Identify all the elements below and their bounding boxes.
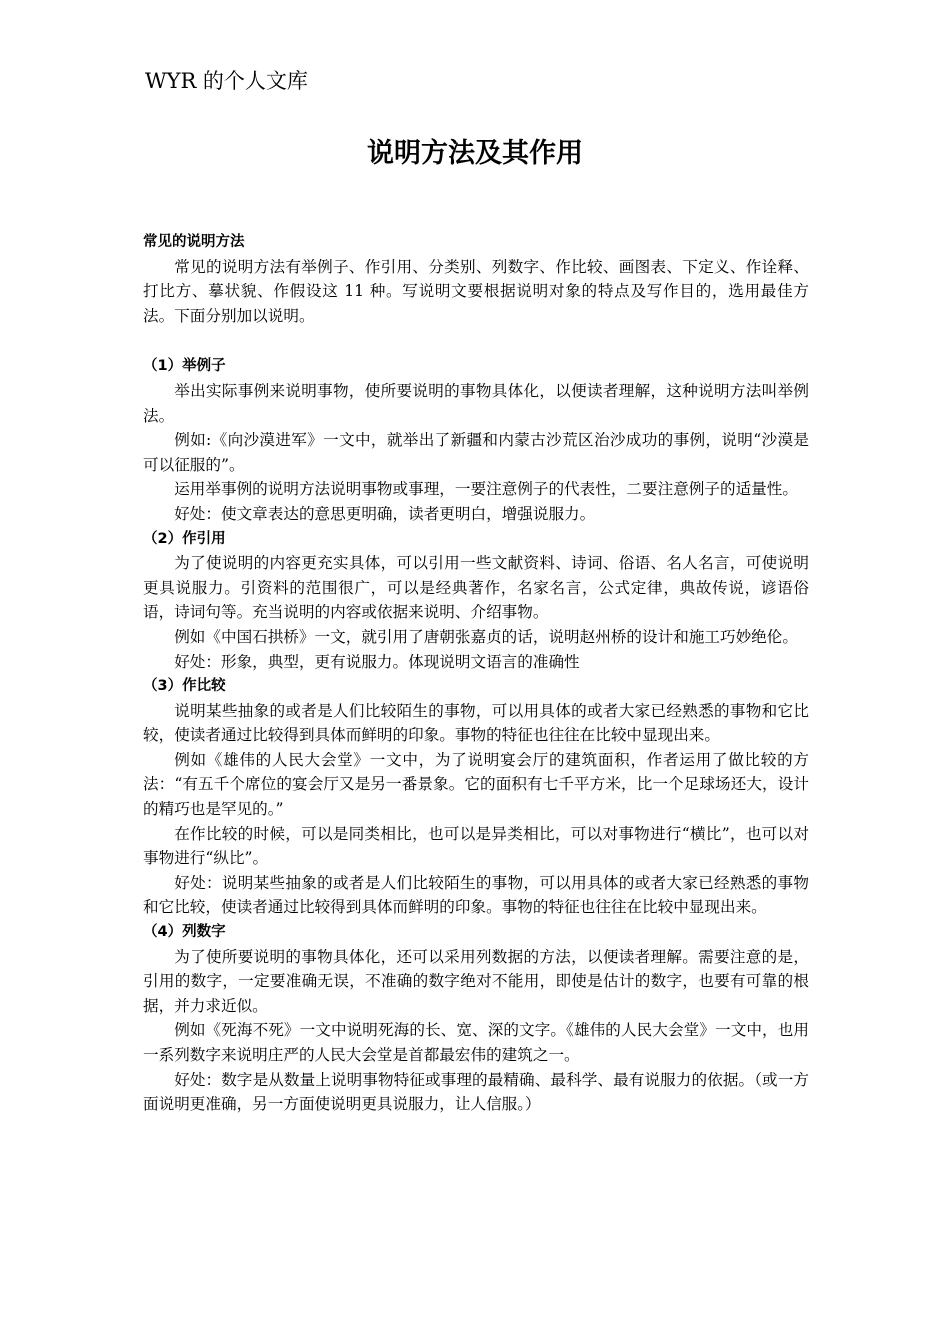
section-spacer <box>143 328 809 354</box>
section-paragraph: 例如《死海不死》一文中说明死海的长、宽、深的文字。《雄伟的人民大会堂》一文中，也用一系列数字来说明庄严的人民大会堂是首都最宏伟的建筑之一。 <box>143 1021 809 1064</box>
section-paragraph: 在作比较的时候，可以是同类相比，也可以是异类相比，可以对事物进行“横比”，也可以对事物进行“纵比”。 <box>143 824 809 868</box>
intro-heading: 常见的说明方法 <box>143 234 245 250</box>
section-heading: （3）作比较 <box>143 678 226 695</box>
section-paragraph: 好处：说明某些抽象的或者是人们比较陌生的事物，可以用具体的或者大家已经熟悉的事物和它比较，使读者通过比较得到具体而鲜明的印象。事物的特征也往往在比较中显现出来。 <box>143 873 809 917</box>
section-paragraph: 为了使所要说明的事物具体化，还可以采用列数据的方法，以便读者理解。需要注意的是，引用的数字，一定要准确无误，不准确的数字绝对不能用，即使是估计的数字，也要有可靠的根据，并力求近似。 <box>143 947 809 1015</box>
section-paragraph: 运用举事例的说明方法说明事物或事理，一要注意例子的代表性，二要注意例子的适量性。 <box>174 480 798 499</box>
section-examples <box>143 354 809 526</box>
section-heading: （2）作引用 <box>143 530 226 547</box>
section-paragraph: 例如《中国石拱桥》一文，就引用了唐朝张嘉贞的话，说明赵州桥的设计和施工巧妙绝伦。 <box>174 627 798 646</box>
section-heading: （1）举例子 <box>143 358 226 375</box>
section-paragraph: 好处：形象，典型，更有说服力。体现说明文语言的准确性 <box>174 652 580 671</box>
section-paragraph: 例如:《向沙漠进军》一文中，就举出了新疆和内蒙古沙荒区治沙成功的事例，说明“沙漠是可以征服的”。 <box>143 431 809 474</box>
section-paragraph: 举出实际事例来说明事物，使所要说明的事物具体化，以便读者理解，这种说明方法叫举例法。 <box>143 381 809 425</box>
page-title: 说明方法及其作用 <box>367 138 583 169</box>
library-header: WYR 的个人文库 <box>145 69 308 93</box>
document-body <box>143 230 809 1117</box>
section-paragraph: 为了使说明的内容更充实具体，可以引用一些文献资料、诗词、俗语、名人名言，可使说明更具说服力。引资料的范围很广，可以是经典著作，名家名言，公式定律，典故传说，谚语俗语，诗词句等。充当说明的内容或依据来说明、介绍事物。 <box>143 554 809 622</box>
section-numbers <box>143 920 809 1117</box>
section-paragraph: 好处：数字是从数量上说明事物特征或事理的最精确、最科学、最有说服力的依据。（或一方面说明更准确，另一方面使说明更具说服力，让人信服。） <box>143 1070 809 1114</box>
section-citation <box>143 527 809 675</box>
section-comparison <box>143 674 809 920</box>
intro-paragraph: 常见的说明方法有举例子、作引用、分类别、列数字、作比较、画图表、下定义、作诠释、打比方、摹状貌、作假设这 11 种。写说明文要根据说明对象的特点及写作目的，选用最佳方法。下面分别加以说明。 <box>143 257 809 325</box>
section-paragraph: 例如《雄伟的人民大会堂》一文中，为了说明宴会厅的建筑面积，作者运用了做比较的方法：“有五千个席位的宴会厅又是另一番景象。它的面积有七千平方米，比一个足球场还大，设计的精巧也是罕见的。” <box>143 750 809 819</box>
section-heading: （4）列数字 <box>143 924 226 941</box>
section-paragraph: 好处：使文章表达的意思更明确，读者更明白，增强说服力。 <box>174 504 596 523</box>
section-paragraph: 说明某些抽象的或者是人们比较陌生的事物，可以用具体的或者大家已经熟悉的事物和它比较，使读者通过比较得到具体而鲜明的印象。事物的特征也往往在比较中显现出来。 <box>143 701 809 745</box>
